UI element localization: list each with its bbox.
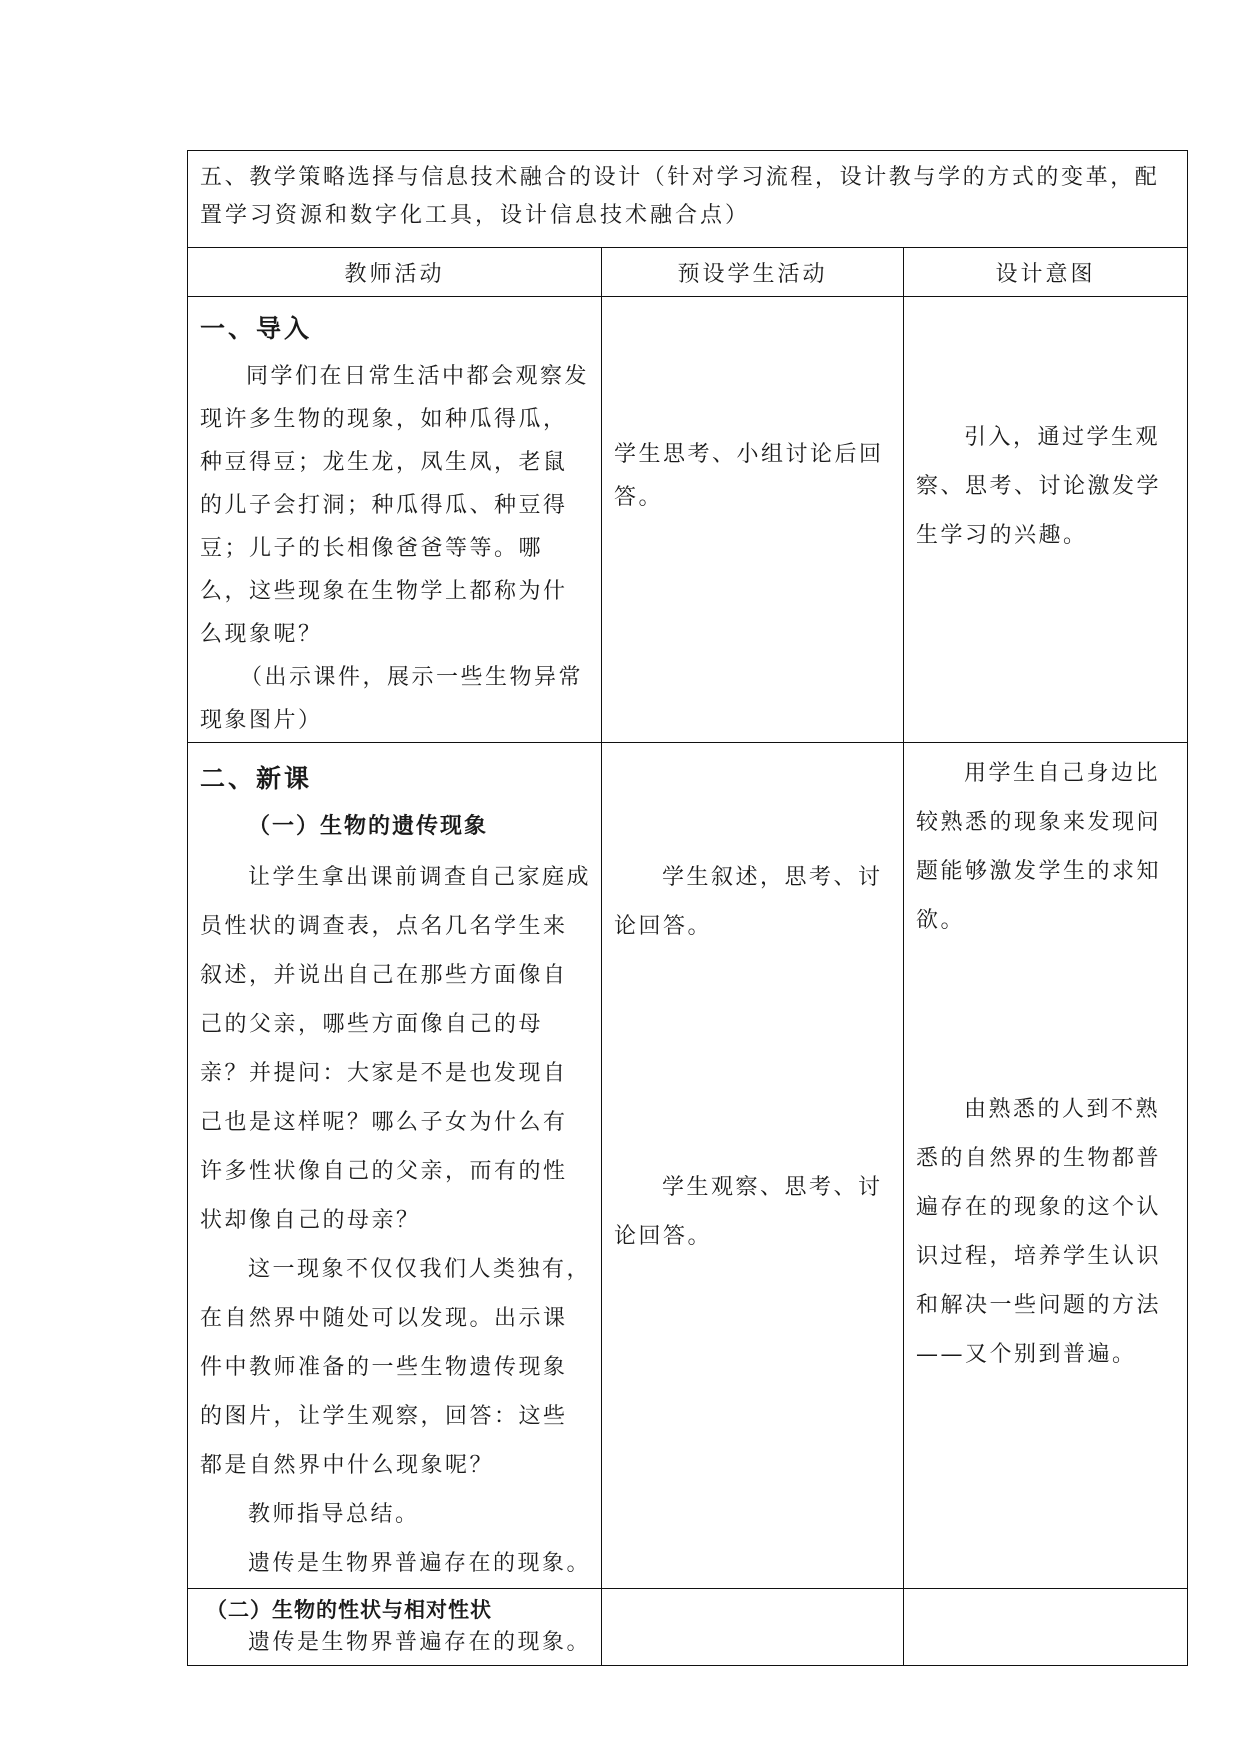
lesson-plan-table	[187, 150, 1188, 1666]
new-lesson-student-1: 学生叙述，思考、讨论回答。	[614, 865, 883, 939]
section-header-line1: 五、教学策略选择与信息技术融合的设计（针对学习流程，设计教与学的方式的变革，配	[200, 165, 1160, 190]
intro-student-text: 学生思考、小组讨论后回答。	[614, 442, 884, 510]
traits-paragraph-1: 遗传是生物界普遍存在的现象。	[248, 1630, 592, 1655]
column-header-teacher: 教师活动	[188, 248, 602, 297]
intro-teacher-paragraph: 同学们在日常生活中都会观察发现许多生物的现象，如种瓜得瓜，种豆得豆；龙生龙，凤生凤，老鼠的儿子会打洞；种瓜得瓜、种豆得豆；儿子的长相像爸爸等等。哪么，这些现象在生物学上都称为什么现象呢？	[200, 364, 590, 647]
new-lesson-teacher-cell	[188, 743, 602, 1589]
new-lesson-title: 二、新课	[200, 764, 313, 793]
new-lesson-student-2: 学生观察、思考、讨论回答。	[614, 1175, 883, 1249]
column-header-student: 预设学生活动	[602, 248, 904, 297]
new-lesson-student-cell	[602, 743, 904, 1589]
traits-teacher-cell	[188, 1589, 602, 1666]
heredity-paragraph-1: 让学生拿出课前调查自己家庭成员性状的调查表，点名几名学生来叙述，并说出自己在那些方面像自己的父亲，哪些方面像自己的母亲？并提问：大家是不是也发现自己也是这样呢？哪么子女为什么有许多性状像自己的父亲，而有的性状却像自己的母亲？	[200, 865, 592, 1233]
heredity-paragraph-3: 教师指导总结。	[248, 1502, 420, 1527]
intro-teacher-cell	[188, 297, 602, 743]
heredity-paragraph-2: 这一现象不仅仅我们人类独有，在自然界中随处可以发现。出示课件中教师准备的一些生物遗传现象的图片，让学生观察，回答：这些都是自然界中什么现象呢？	[200, 1257, 592, 1478]
column-header-row	[188, 248, 1188, 297]
traits-intent-cell	[904, 1589, 1188, 1666]
traits-subtitle: （二）生物的性状与相对性状	[206, 1598, 492, 1622]
section-header-line2: 置学习资源和数字化工具，设计信息技术融合点）	[200, 203, 751, 228]
intro-intent-cell	[904, 297, 1188, 743]
new-lesson-intent-1: 用学生自己身边比较熟悉的现象来发现问题能够激发学生的求知欲。	[916, 761, 1162, 933]
intro-teacher-note: （出示课件，展示一些生物异常现象图片）	[200, 665, 584, 733]
new-lesson-intent-cell	[904, 743, 1188, 1589]
intro-intent-text: 引入，通过学生观察、思考、讨论激发学生学习的兴趣。	[916, 425, 1162, 548]
traits-row	[188, 1589, 1188, 1666]
section-header-row	[188, 151, 1188, 248]
traits-student-cell	[602, 1589, 904, 1666]
intro-row	[188, 297, 1188, 743]
new-lesson-row	[188, 743, 1188, 1589]
intro-student-cell	[602, 297, 904, 743]
heredity-paragraph-4: 遗传是生物界普遍存在的现象。	[248, 1551, 592, 1576]
heredity-subtitle: （一）生物的遗传现象	[248, 814, 489, 839]
new-lesson-intent-2: 由熟悉的人到不熟悉的自然界的生物都普遍存在的现象的这个认识过程，培养学生认识和解决一些问题的方法——又个别到普遍。	[916, 1097, 1162, 1367]
column-header-intent: 设计意图	[904, 248, 1188, 297]
section-header	[188, 151, 1187, 239]
intro-title: 一、导入	[200, 314, 313, 343]
